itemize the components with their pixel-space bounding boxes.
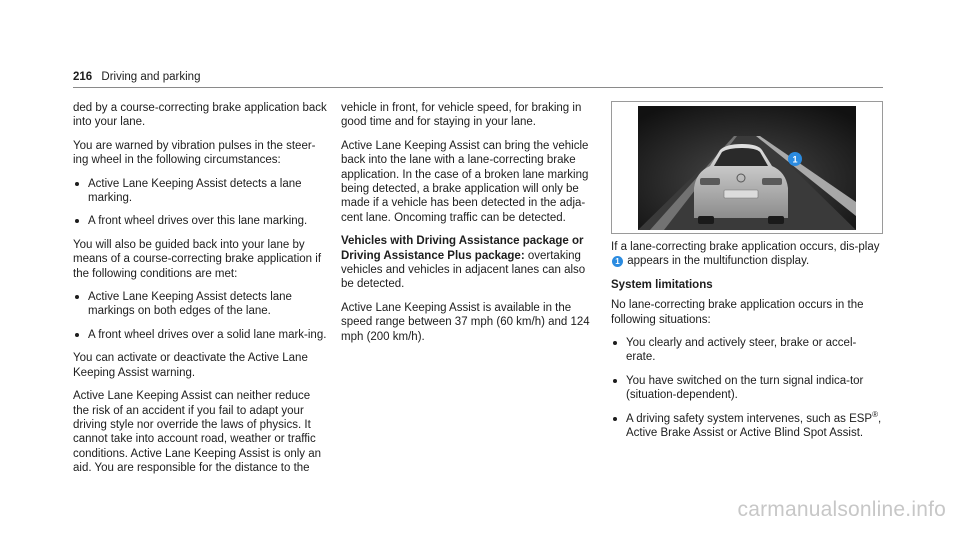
list-item: A front wheel drives over a solid lane mark-ing.: [73, 328, 327, 342]
header-divider: [73, 87, 883, 88]
column-left: [73, 101, 327, 485]
column-right: [611, 240, 883, 449]
text-run: appears in the multifunction display.: [624, 255, 810, 268]
bold-lead: Vehicles with Driving Assistance package or Driving Assistance Plus package:: [341, 235, 584, 262]
list-item: Active Lane Keeping Assist detects lane markings on both edges of the lane.: [73, 290, 327, 319]
callout-badge-icon: 1: [612, 256, 623, 267]
paragraph: vehicle in front, for vehicle speed, for braking in good time and for staying in your lane.: [341, 102, 582, 129]
section-heading: System limitations: [611, 278, 713, 291]
paragraph: Active Lane Keeping Assist is available in the speed range between 37 mph (60 km/h) and 124 mph (200 km/h).: [341, 301, 590, 343]
text-run: , Active Brake Assist or Active Blind Spot Assist.: [626, 412, 882, 440]
list-item: A front wheel drives over this lane marking.: [73, 214, 327, 228]
paragraph-rest: overtaking vehicles and vehicles in adjacent lanes can also be detected.: [341, 249, 586, 291]
paragraph: You will also be guided back into your lane by means of a course-correcting brake application if the following conditions are met:: [73, 238, 322, 280]
paragraph: No lane-correcting brake application occurs in the following situations:: [611, 299, 864, 326]
lane-assist-figure: [611, 101, 883, 234]
list-item: Active Lane Keeping Assist detects a lane marking.: [73, 177, 327, 206]
section-title: Driving and parking: [101, 71, 201, 83]
page-number: 216: [73, 71, 93, 83]
paragraph: Active Lane Keeping Assist can neither reduce the risk of an accident if you fail to adapt your driving style nor override the laws of physics. It cannot take into account road, weather or traffic conditions. Active Lane Keeping Assist is only an aid. You are responsible for the distance to the: [73, 390, 322, 475]
bullet-list: [73, 177, 327, 229]
column-middle: [341, 101, 597, 353]
paragraph: [341, 234, 597, 292]
text-run: If a lane-correcting brake application occurs, dis-play: [611, 241, 880, 253]
paragraph: [611, 240, 883, 269]
bullet-list: [611, 336, 883, 440]
text-run: A driving safety system intervenes, such as ESP: [626, 412, 873, 425]
paragraph: You are warned by vibration pulses in the steer-ing wheel in the following circumstances:: [73, 139, 316, 167]
paragraph: ded by a course-correcting brake application back into your lane.: [73, 102, 327, 129]
bullet-list: [73, 290, 327, 342]
page-header: [73, 71, 200, 83]
list-item: [611, 409, 883, 441]
list-item: You clearly and actively steer, brake or accel-erate.: [611, 336, 883, 365]
paragraph: You can activate or deactivate the Active Lane Keeping Assist warning.: [73, 352, 308, 379]
registered-mark: ®: [872, 409, 878, 419]
paragraph: Active Lane Keeping Assist can bring the vehicle back into the lane with a lane-correcting brake application. In the case of a broken lane marking being detected, a brake application will only be made if a vehicle has been detected in the adja-cent lane. Oncoming traffic can be detected.: [341, 139, 589, 224]
list-item: You have switched on the turn signal indica-tor (situation-dependent).: [611, 374, 883, 403]
callout-number: 1: [792, 154, 798, 165]
display-illustration: [638, 106, 856, 230]
watermark: carmanualsonline.info: [737, 498, 946, 521]
